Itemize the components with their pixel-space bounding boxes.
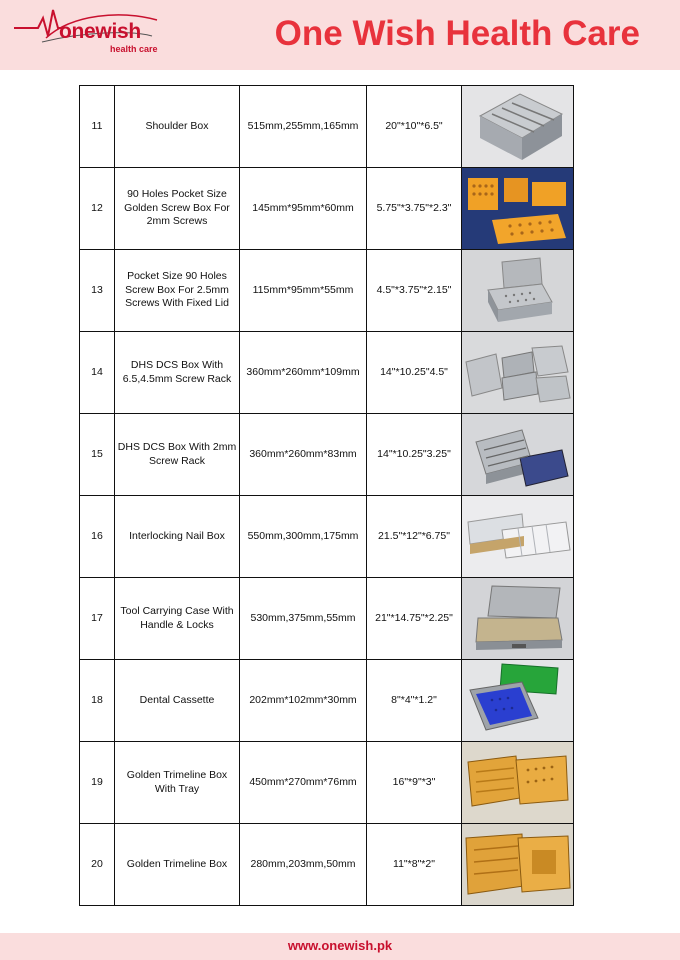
item-photo [462,742,574,824]
item-size-mm: 450mm*270mm*76mm [240,742,367,824]
item-number: 13 [80,250,115,332]
product-photo [462,824,573,905]
item-number: 14 [80,332,115,414]
item-photo [462,414,574,496]
item-size-inch: 4.5"*3.75"*2.15" [367,250,462,332]
product-photo [462,578,573,659]
table-row [80,496,574,578]
item-size-inch: 16"*9"*3" [367,742,462,824]
product-photo [462,742,573,823]
product-photo [462,332,573,413]
item-number: 11 [80,86,115,168]
item-size-inch: 20"*10"*6.5" [367,86,462,168]
item-size-mm: 360mm*260mm*109mm [240,332,367,414]
item-number: 16 [80,496,115,578]
product-photo [462,168,573,249]
item-size-mm: 202mm*102mm*30mm [240,660,367,742]
item-number: 15 [80,414,115,496]
item-name: Golden Trimeline Box [115,824,240,906]
table-row [80,414,574,496]
item-size-inch: 11"*8"*2" [367,824,462,906]
item-size-inch: 14"*10.25"3.25" [367,414,462,496]
item-size-mm: 515mm,255mm,165mm [240,86,367,168]
item-name: 90 Holes Pocket Size Golden Screw Box For 2mm Screws [115,168,240,250]
item-size-inch: 5.75"*3.75"*2.3" [367,168,462,250]
item-name: Shoulder Box [115,86,240,168]
website-link[interactable]: www.onewish.pk [287,938,393,953]
item-photo [462,578,574,660]
item-number: 18 [80,660,115,742]
page-title: One Wish Health Care [274,14,640,53]
item-size-mm: 360mm*260mm*83mm [240,414,367,496]
item-size-mm: 550mm,300mm,175mm [240,496,367,578]
item-size-mm: 115mm*95mm*55mm [240,250,367,332]
item-photo [462,824,574,906]
item-name: Tool Carrying Case With Handle & Locks [115,578,240,660]
item-photo [462,660,574,742]
table-row [80,660,574,742]
table-row [80,250,574,332]
item-number: 19 [80,742,115,824]
company-logo[interactable] [12,6,162,58]
page-header [0,0,680,70]
product-photo [462,496,573,577]
product-photo [462,250,573,331]
item-size-mm: 280mm,203mm,50mm [240,824,367,906]
table-row [80,86,574,168]
item-size-inch: 21"*14.75"*2.25" [367,578,462,660]
table-row [80,578,574,660]
item-size-mm: 145mm*95mm*60mm [240,168,367,250]
item-name: Dental Cassette [115,660,240,742]
item-name: DHS DCS Box With 2mm Screw Rack [115,414,240,496]
item-photo [462,168,574,250]
table-row [80,168,574,250]
page-footer [0,933,680,960]
product-photo [462,660,573,741]
table-row [80,742,574,824]
item-photo [462,250,574,332]
item-number: 20 [80,824,115,906]
logo-tagline: health care [110,44,158,54]
item-size-mm: 530mm,375mm,55mm [240,578,367,660]
item-name: DHS DCS Box With 6.5,4.5mm Screw Rack [115,332,240,414]
table-row [80,824,574,906]
item-name: Interlocking Nail Box [115,496,240,578]
product-table [79,85,574,906]
item-name: Golden Trimeline Box With Tray [115,742,240,824]
item-photo [462,332,574,414]
logo-text: onewish [59,20,141,43]
item-photo [462,496,574,578]
item-name: Pocket Size 90 Holes Screw Box For 2.5mm Screws With Fixed Lid [115,250,240,332]
logo-wordmark [59,20,141,44]
item-number: 17 [80,578,115,660]
table-row [80,332,574,414]
item-photo [462,86,574,168]
item-size-inch: 8"*4"*1.2" [367,660,462,742]
item-size-inch: 21.5"*12"*6.75" [367,496,462,578]
item-number: 12 [80,168,115,250]
product-photo [462,86,573,167]
product-photo [462,414,573,495]
item-size-inch: 14"*10.25"4.5" [367,332,462,414]
